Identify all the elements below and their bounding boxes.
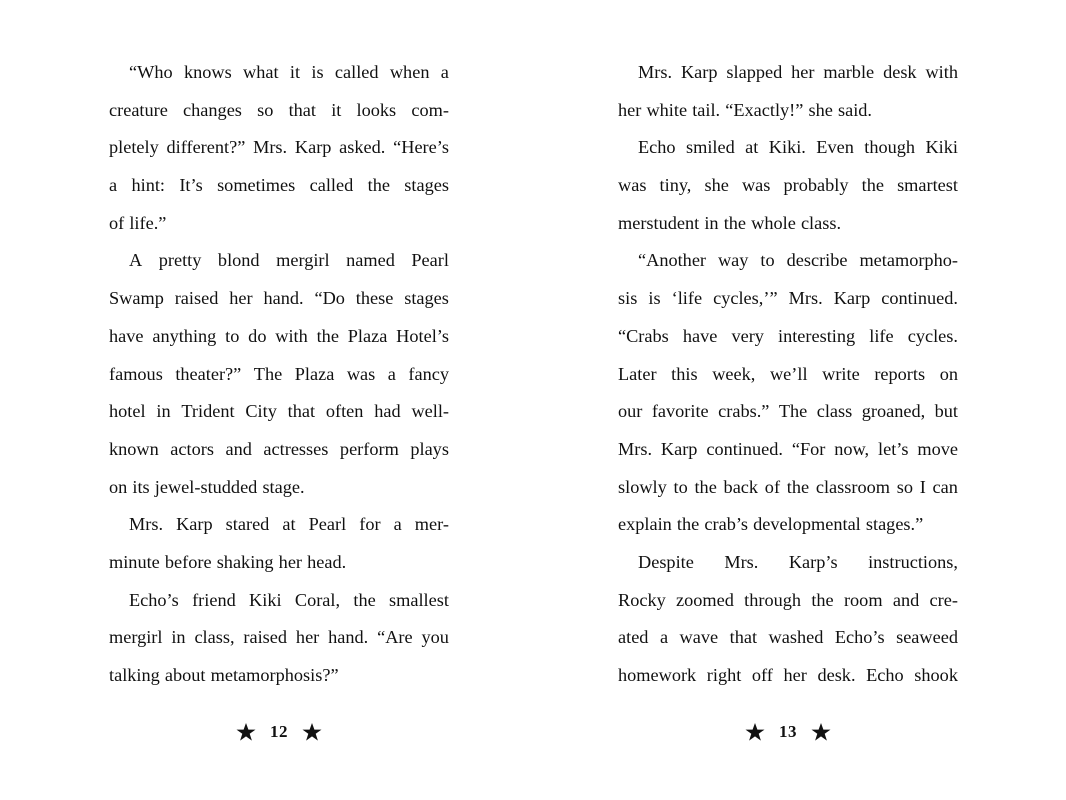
text-line: explain the crab’s developmental stages.” [618, 514, 924, 535]
text-line: pletely different?” Mrs. Karp asked. “Here’s [109, 137, 449, 158]
text-line: Later this week, we’ll write reports on [618, 363, 958, 384]
star-icon [745, 722, 765, 742]
text-line: Rocky zoomed through the room and cre- [618, 589, 958, 610]
text-line: ated a wave that washed Echo’s seaweed [618, 627, 958, 648]
text-line: Mrs. Karp continued. “For now, let’s move [618, 438, 958, 459]
text-line: slowly to the back of the classroom so I can [618, 476, 958, 497]
left-page-folio [109, 722, 449, 742]
text-line: known actors and actresses perform plays [109, 438, 449, 459]
text-line: famous theater?” The Plaza was a fancy [109, 363, 449, 384]
text-line: have anything to do with the Plaza Hotel’s [109, 325, 449, 346]
text-line: mergirl in class, raised her hand. “Are you [109, 627, 449, 648]
text-line: our favorite crabs.” The class groaned, but [618, 401, 958, 422]
page-number: 12 [270, 722, 288, 741]
text-line: Swamp raised her hand. “Do these stages [109, 288, 449, 309]
text-line: on its jewel-studded stage. [109, 476, 305, 497]
text-line: homework right off her desk. Echo shook [618, 665, 958, 685]
text-line: creature changes so that it looks com- [109, 99, 449, 120]
text-line: “Who knows what it is called when a [129, 62, 449, 82]
text-line: Despite Mrs. Karp’s instructions, [638, 551, 958, 572]
text-line: minute before shaking her head. [109, 551, 347, 572]
text-line: merstudent in the whole class. [618, 212, 842, 233]
text-line: her white tail. “Exactly!” she said. [618, 99, 872, 120]
right-page-folio [618, 722, 958, 742]
star-icon [302, 722, 322, 742]
text-line: hotel in Trident City that often had well- [109, 401, 449, 422]
text-line: was tiny, she was probably the smartest [618, 175, 958, 196]
star-icon [236, 722, 256, 742]
text-line: A pretty blond mergirl named Pearl [129, 250, 449, 271]
text-line: a hint: It’s sometimes called the stages [109, 175, 449, 196]
text-line: “Another way to describe metamorpho- [638, 250, 958, 271]
text-line: sis is ‘life cycles,’” Mrs. Karp continued. [618, 288, 958, 309]
star-icon [811, 722, 831, 742]
page-number: 13 [779, 722, 797, 741]
text-line: of life.” [109, 212, 167, 233]
text-line: Echo smiled at Kiki. Even though Kiki [638, 137, 958, 158]
left-page [109, 54, 449, 695]
text-line: talking about metamorphosis?” [109, 665, 339, 685]
right-page [618, 54, 958, 695]
text-line: Mrs. Karp stared at Pearl for a mer- [129, 514, 449, 535]
text-line: “Crabs have very interesting life cycles. [618, 325, 958, 346]
text-line: Echo’s friend Kiki Coral, the smallest [129, 589, 449, 610]
text-line: Mrs. Karp slapped her marble desk with [638, 62, 958, 82]
